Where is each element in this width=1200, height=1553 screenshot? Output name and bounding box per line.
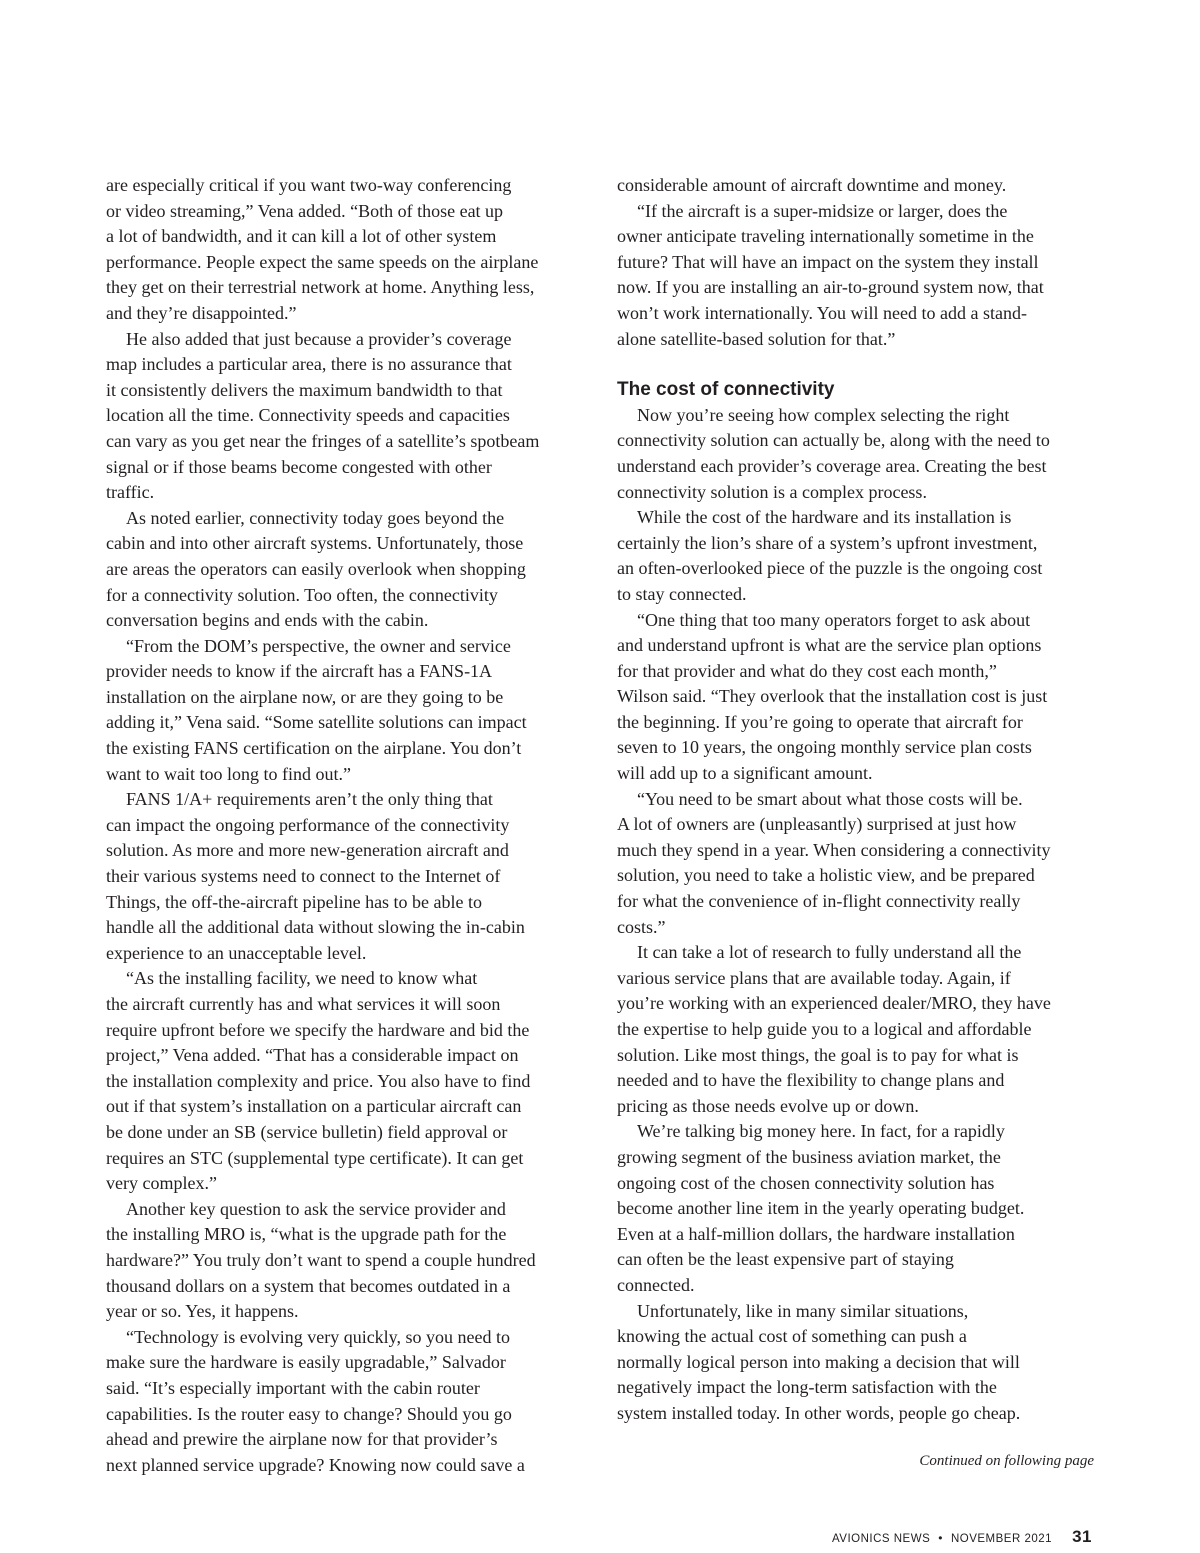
text-line: knowing the actual cost of something can push a bbox=[617, 1326, 967, 1347]
text-line: thousand dollars on a system that becomes outdated in a bbox=[106, 1275, 511, 1296]
text-line: location all the time. Connectivity speeds and capacities bbox=[106, 405, 510, 426]
text-line: the beginning. If you’re going to operate that aircraft for bbox=[617, 711, 1023, 732]
text-line: connectivity solution can actually be, along with the need to bbox=[617, 430, 1050, 451]
section-spacer bbox=[617, 352, 1097, 377]
text-line: said. “It’s especially important with the cabin router bbox=[106, 1377, 480, 1398]
right-column-bottom bbox=[617, 403, 1097, 1427]
text-line: experience to an unacceptable level. bbox=[106, 942, 367, 963]
text-line: much they spend in a year. When considering a connectivity bbox=[617, 839, 1051, 860]
text-line: requires an STC (supplemental type certificate). It can get bbox=[106, 1147, 524, 1168]
text-line: While the cost of the hardware and its installation is bbox=[637, 507, 1012, 528]
text-line: will add up to a significant amount. bbox=[617, 763, 873, 784]
text-line: an often-overlooked piece of the puzzle is the ongoing cost bbox=[617, 558, 1043, 579]
text-line: solution. Like most things, the goal is to pay for what is bbox=[617, 1044, 1019, 1065]
text-line: for what the convenience of in-flight connectivity really bbox=[617, 891, 1021, 912]
text-line: very complex.” bbox=[106, 1173, 217, 1194]
text-line: “One thing that too many operators forget to ask about bbox=[637, 609, 1031, 630]
text-line: handle all the additional data without slowing the in-cabin bbox=[106, 917, 525, 938]
text-line: Things, the off-the-aircraft pipeline has to be able to bbox=[106, 891, 483, 912]
text-line: make sure the hardware is easily upgradable,” Salvador bbox=[106, 1352, 506, 1373]
text-line: the expertise to help guide you to a logical and affordable bbox=[617, 1019, 1032, 1039]
text-line: traffic. bbox=[106, 482, 155, 503]
text-line: “If the aircraft is a super-midsize or larger, does the bbox=[637, 200, 1008, 221]
text-line: and they’re disappointed.” bbox=[106, 302, 297, 323]
text-line: ahead and prewire the airplane now for that provider’s bbox=[106, 1429, 498, 1450]
text-line: costs.” bbox=[617, 916, 666, 937]
text-line: Unfortunately, like in many similar situations, bbox=[637, 1300, 969, 1321]
text-line: want to wait too long to find out.” bbox=[106, 763, 351, 784]
text-line: map includes a particular area, there is no assurance that bbox=[106, 354, 512, 375]
issue-date: NOVEMBER 2021 bbox=[950, 1533, 1053, 1545]
text-line: certainly the lion’s share of a system’s upfront investment, bbox=[617, 532, 1038, 553]
text-line: year or so. Yes, it happens. bbox=[106, 1301, 299, 1322]
text-line: it consistently delivers the maximum bandwidth to that bbox=[106, 379, 503, 400]
text-line: a lot of bandwidth, and it can kill a lot of other system bbox=[106, 226, 497, 247]
text-line: cabin and into other aircraft systems. Unfortunately, those bbox=[106, 533, 524, 554]
text-line: for that provider and what do they cost each month,” bbox=[617, 660, 997, 681]
text-line: ongoing cost of the chosen connectivity solution has bbox=[617, 1172, 995, 1193]
text-line: alone satellite-based solution for that.” bbox=[617, 328, 896, 349]
text-line: next planned service upgrade? Knowing now could save a bbox=[106, 1454, 525, 1475]
section-heading: The cost of connectivity bbox=[617, 379, 835, 401]
text-line: connected. bbox=[617, 1274, 695, 1295]
text-line: solution, you need to take a holistic view, and be prepared bbox=[617, 865, 1035, 886]
text-line: become another line item in the yearly operating budget. bbox=[617, 1198, 1025, 1219]
text-line: be done under an SB (service bulletin) field approval or bbox=[106, 1121, 508, 1142]
text-line: various service plans that are available today. Again, if bbox=[617, 967, 1011, 988]
text-line: We’re talking big money here. In fact, for a rapidly bbox=[637, 1121, 1005, 1142]
page-footer bbox=[832, 1527, 1092, 1547]
text-line: growing segment of the business aviation market, the bbox=[617, 1146, 1001, 1167]
text-line: conversation begins and ends with the cabin. bbox=[106, 610, 429, 631]
text-line: connectivity solution is a complex process. bbox=[617, 481, 927, 502]
text-line: to stay connected. bbox=[617, 583, 747, 604]
publication-name: AVIONICS NEWS bbox=[831, 1533, 931, 1545]
text-line: their various systems need to connect to the Internet of bbox=[106, 866, 501, 887]
text-line: are areas the operators can easily overlook when shopping bbox=[106, 558, 526, 579]
text-line: understand each provider’s coverage area. Creating the best bbox=[617, 455, 1047, 476]
text-line: normally logical person into making a decision that will bbox=[617, 1351, 1020, 1372]
continued-note: Continued on following page bbox=[919, 1453, 1094, 1469]
text-line: “Technology is evolving very quickly, so you need to bbox=[126, 1326, 510, 1347]
text-line: Another key question to ask the service provider and bbox=[126, 1198, 506, 1219]
text-line: Wilson said. “They overlook that the installation cost is just bbox=[617, 686, 1048, 707]
text-line: FANS 1/A+ requirements aren’t the only thing that bbox=[126, 789, 493, 810]
text-line: can vary as you get near the fringes of a satellite’s spotbeam bbox=[106, 430, 540, 451]
text-line: As noted earlier, connectivity today goes beyond the bbox=[126, 507, 505, 528]
text-line: system installed today. In other words, people go cheap. bbox=[617, 1402, 1021, 1423]
text-line: negatively impact the long-term satisfaction with the bbox=[617, 1377, 997, 1398]
text-line: or video streaming,” Vena added. “Both of those eat up bbox=[106, 200, 504, 221]
text-line: Now you’re seeing how complex selecting the right bbox=[637, 404, 1010, 425]
text-line: solution. As more and more new-generation aircraft and bbox=[106, 840, 509, 861]
text-line: “From the DOM’s perspective, the owner and service bbox=[126, 635, 511, 656]
text-line: needed and to have the flexibility to change plans and bbox=[617, 1070, 1005, 1091]
text-line: It can take a lot of research to fully understand all the bbox=[637, 942, 1022, 963]
text-line: installation on the airplane now, or are they going to be bbox=[106, 686, 504, 707]
right-column bbox=[617, 173, 1097, 1427]
text-line: “You need to be smart about what those costs will be. bbox=[637, 788, 1023, 809]
text-line: adding it,” Vena said. “Some satellite solutions can impact bbox=[106, 712, 527, 733]
text-line: the aircraft currently has and what services it will soon bbox=[106, 994, 501, 1014]
text-line: signal or if those beams become congested with other bbox=[106, 456, 492, 477]
right-column-top bbox=[617, 173, 1097, 352]
text-line: considerable amount of aircraft downtime and money. bbox=[617, 175, 1007, 195]
text-line: require upfront before we specify the hardware and bid the bbox=[106, 1019, 530, 1040]
text-line: for a connectivity solution. Too often, the connectivity bbox=[106, 584, 498, 605]
text-line: won’t work internationally. You will need to add a stand- bbox=[617, 302, 1027, 323]
text-line: pricing as those needs evolve up or down. bbox=[617, 1095, 919, 1116]
text-line: the installing MRO is, “what is the upgrade path for the bbox=[106, 1224, 507, 1245]
text-line: can often be the least expensive part of staying bbox=[617, 1249, 954, 1270]
text-line: Even at a half-million dollars, the hardware installation bbox=[617, 1223, 1015, 1244]
text-line: out if that system’s installation on a particular aircraft can bbox=[106, 1096, 522, 1117]
text-line: are especially critical if you want two-way conferencing bbox=[106, 175, 512, 195]
text-line: capabilities. Is the router easy to change? Should you go bbox=[106, 1403, 512, 1424]
text-line: the installation complexity and price. You also have to find bbox=[106, 1070, 531, 1091]
text-line: He also added that just because a provider’s coverage bbox=[126, 328, 512, 349]
text-line: performance. People expect the same speeds on the airplane bbox=[106, 251, 539, 272]
text-line: project,” Vena added. “That has a considerable impact on bbox=[106, 1045, 519, 1066]
text-line: A lot of owners are (unpleasantly) surprised at just how bbox=[617, 814, 1017, 835]
footer-bullet: • bbox=[938, 1531, 943, 1545]
text-line: can impact the ongoing performance of the connectivity bbox=[106, 814, 510, 835]
text-line: seven to 10 years, the ongoing monthly service plan costs bbox=[617, 737, 1032, 758]
text-line: now. If you are installing an air-to-ground system now, that bbox=[617, 277, 1044, 298]
text-line: “As the installing facility, we need to know what bbox=[126, 968, 478, 989]
text-line: future? That will have an impact on the system they install bbox=[617, 251, 1039, 272]
left-column bbox=[106, 173, 586, 1478]
text-line: provider needs to know if the aircraft has a FANS-1A bbox=[106, 661, 493, 682]
page-number: 31 bbox=[1072, 1527, 1092, 1546]
text-line: you’re working with an experienced dealer/MRO, they have bbox=[617, 993, 1051, 1014]
text-line: owner anticipate traveling internationally sometime in the bbox=[617, 226, 1034, 247]
text-line: hardware?” You truly don’t want to spend a couple hundred bbox=[106, 1249, 536, 1270]
text-line: and understand upfront is what are the service plan options bbox=[617, 635, 1042, 656]
text-line: they get on their terrestrial network at home. Anything less, bbox=[106, 277, 535, 298]
text-line: the existing FANS certification on the airplane. You don’t bbox=[106, 738, 522, 759]
